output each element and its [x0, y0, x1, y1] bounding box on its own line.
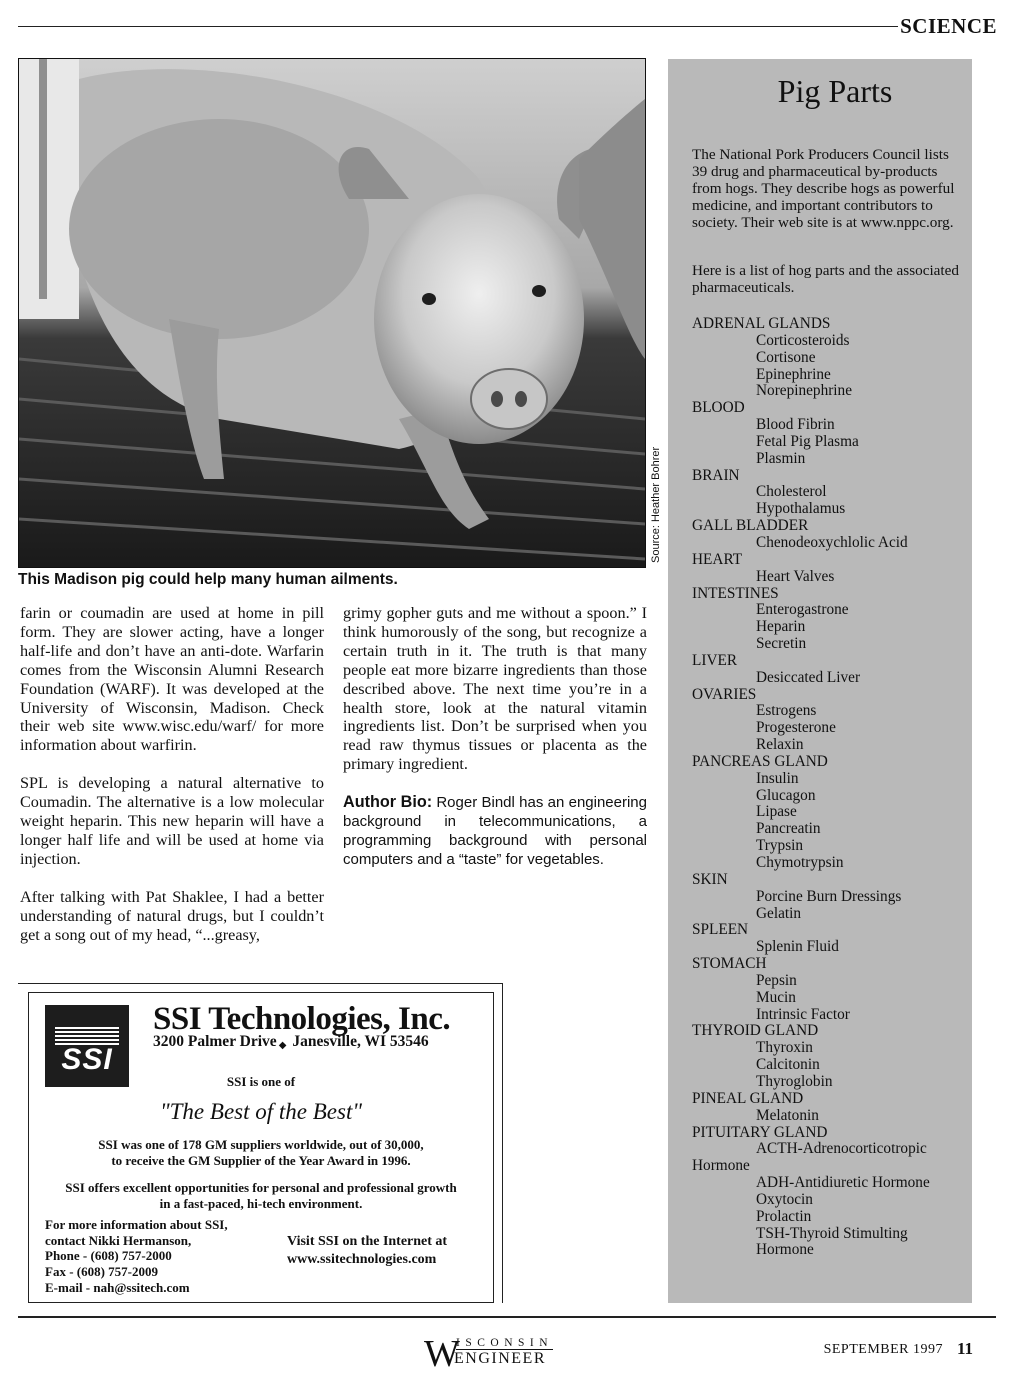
hog-part-category: PANCREAS GLAND: [692, 752, 828, 770]
ad-frame-top: [18, 983, 502, 984]
ad-url: www.ssitechnologies.com: [287, 1252, 437, 1267]
ad-frame-right: [502, 983, 503, 1303]
pharmaceutical-item: ACTH-Adrenocorticotropic: [756, 1140, 927, 1158]
pharmaceutical-item: Heparin: [756, 618, 806, 636]
pharmaceutical-item: Fetal Pig Plasma: [756, 432, 859, 450]
paragraph: After talking with Pat Shaklee, I had a better understanding of natural drugs, but I couldn’t get a song out of my head, “...greasy,: [20, 887, 324, 944]
paragraph: farin or coumadin are used at home in pill form. They are slower acting, have a longer half-life and don’t have an anti-dote. Warfarin comes from the Wisconsin Alumni Research Foundation (WARF). It was developed at the University of Wisconsin, Madison. Check their web site www.wisc.edu/warf/ for more information about warfirin.: [20, 604, 324, 755]
sidebar-intro: The National Pork Producers Council lists 39 drug and pharmaceutical by-products from hogs. They describe hogs as powerful medicine, and important contributors to society. Their web site is at www.nppc.org.: [692, 146, 955, 231]
pharmaceutical-item: Gelatin: [756, 904, 802, 922]
pharmaceutical-item: Insulin: [756, 769, 799, 787]
hog-part-category: BLOOD: [692, 399, 745, 417]
paragraph: SPL is developing a natural alternative to Coumadin. The alternative is a low molecular weight heparin. This new heparin will have a longer half life and will be used at home via injection.: [20, 774, 324, 868]
photo-caption: This Madison pig could help many human ailments.: [18, 571, 398, 588]
pig-parts-sidebar: [668, 59, 972, 1303]
ad-website: Visit SSI on the Internet at www.ssitechnologies.com: [287, 1234, 448, 1267]
ssi-logo: SSI: [45, 1005, 129, 1087]
ad-gm-award: SSI was one of 178 GM suppliers worldwide, out of 30,000, to receive the GM Supplier of the Year Award in 1996.: [98, 1137, 424, 1168]
pharmaceutical-item: Relaxin: [756, 736, 804, 754]
pharmaceutical-item: Blood Fibrin: [756, 416, 835, 434]
paragraph: grimy gopher guts and me without a spoon.” I think humorously of the song, but recognize a certain truth in it. The truth is that many people eat more bizarre ingredients than those described above. The next time you’re in a health store, look at the natural vitamin ingredients list. Don’t be surprised when you read raw thymus tissues or placenta as the primary ingredient.: [343, 604, 647, 774]
ad-is-one-of: SSI is one of: [226, 1074, 296, 1089]
pharmaceutical-item: Lipase: [756, 803, 797, 821]
hog-part-category: THYROID GLAND: [692, 1022, 819, 1040]
pharmaceutical-item: Intrinsic Factor: [756, 1005, 850, 1023]
ad-company-name: SSI Technologies, Inc.: [153, 1001, 451, 1037]
hog-part-category: SKIN: [692, 870, 728, 888]
ad-email: E-mail - nah@ssitech.com: [45, 1279, 190, 1295]
article-column-1: [20, 604, 324, 964]
author-bio: [343, 793, 647, 869]
pharmaceutical-item: Pepsin: [756, 971, 797, 989]
pharmaceutical-item: Calcitonin: [756, 1056, 820, 1074]
ad-contact-info: For more information about SSI, contact Nikki Hermanson, Phone - (608) 757-2000 Fax - (608) 757-2009 E-mail - nah@ssitech.com: [45, 1217, 228, 1295]
sidebar-title: Pig Parts: [777, 73, 893, 109]
pharmaceutical-item: Chymotrypsin: [756, 854, 844, 871]
pharmaceutical-item: Thyroglobin: [756, 1072, 833, 1090]
pharmaceutical-item: Norepinephrine: [756, 382, 852, 400]
author-bio-label: Author Bio:: [343, 793, 433, 812]
pharmaceutical-item: Thyroxin: [756, 1039, 813, 1057]
section-label: SCIENCE: [900, 14, 997, 38]
pharmaceutical-item: Secretin: [756, 635, 807, 653]
hog-part-category: PINEAL GLAND: [692, 1089, 804, 1107]
pharmaceutical-item: Cholesterol: [756, 483, 827, 501]
article-column-2: [343, 604, 647, 888]
page-number: 11: [956, 1339, 973, 1358]
pharmaceutical-item: Pancreatin: [756, 820, 821, 838]
pharmaceutical-item: Cortisone: [756, 348, 816, 366]
pharmaceutical-item: Prolactin: [756, 1207, 812, 1225]
hog-part-category: HEART: [692, 550, 743, 568]
pharmaceutical-item: Corticosteroids: [756, 331, 850, 349]
diamond-icon: ◆: [278, 1040, 287, 1051]
pharmaceutical-item: Oxytocin: [756, 1190, 813, 1208]
hog-part-category: PITUITARY GLAND: [692, 1123, 828, 1141]
pharmaceutical-item: Chenodeoxychlolic Acid: [756, 533, 908, 551]
author-bio-text: Roger Bindl has an engineering background in telecommunications, a programming background with personal computers and a “taste” for vegetables.: [343, 794, 647, 869]
hog-part-category: LIVER: [692, 651, 738, 669]
pharmaceutical-item: Trypsin: [756, 837, 804, 855]
footer-rule: [18, 1316, 996, 1318]
pharmaceutical-item: Hormone: [756, 1241, 814, 1259]
ssi-advertisement: [28, 992, 494, 1303]
pharmaceutical-item: TSH-Thyroid Stimulting: [756, 1224, 908, 1242]
pharmaceutical-item: Desiccated Liver: [756, 668, 861, 686]
pharmaceutical-item: Hypothalamus: [756, 500, 846, 518]
pharmaceutical-item: Plasmin: [756, 449, 806, 467]
pharmaceutical-item: Estrogens: [756, 702, 817, 720]
hog-part-category: STOMACH: [692, 955, 767, 973]
hog-part-category: ADRENAL GLANDS: [692, 315, 831, 332]
hog-parts-list: [692, 316, 972, 1259]
pharmaceutical-item: Progesterone: [756, 719, 836, 737]
pharmaceutical-item: ADH-Antidiuretic Hormone: [756, 1174, 930, 1192]
ad-offer: SSI offers excellent opportunities for personal and professional growth in a fast-paced, hi-tech environment.: [65, 1180, 457, 1211]
pharmaceutical-item: Epinephrine: [756, 365, 831, 383]
photo-credit: Source: Heather Bohrer: [650, 446, 662, 563]
pharmaceutical-item: Splenin Fluid: [756, 938, 839, 956]
hog-part-category: BRAIN: [692, 466, 740, 484]
hog-part-category: GALL BLADDER: [692, 517, 809, 535]
issue-date: SEPTEMBER 1997: [823, 1342, 943, 1357]
hog-part-category: OVARIES: [692, 685, 757, 703]
pharmaceutical-item: Mucin: [756, 988, 796, 1006]
hog-part-category: SPLEEN: [692, 921, 749, 939]
ad-tagline: "The Best of the Best": [159, 1099, 362, 1124]
pharmaceutical-item: Melatonin: [756, 1106, 819, 1124]
hog-part-category: INTESTINES: [692, 584, 779, 602]
hog-part-category: Hormone: [692, 1157, 750, 1175]
pharmaceutical-item: Enterogastrone: [756, 601, 849, 619]
pharmaceutical-item: Glucagon: [756, 786, 816, 804]
header-rule: [18, 26, 898, 27]
pig-photo: [18, 58, 646, 568]
pharmaceutical-item: Heart Valves: [756, 567, 835, 585]
ad-address: 3200 Palmer Drive ◆ Janesville, WI 53546: [153, 1033, 429, 1051]
pharmaceutical-item: Porcine Burn Dressings: [756, 887, 902, 905]
sidebar-list-intro: Here is a list of hog parts and the associated pharmaceuticals.: [692, 262, 959, 296]
